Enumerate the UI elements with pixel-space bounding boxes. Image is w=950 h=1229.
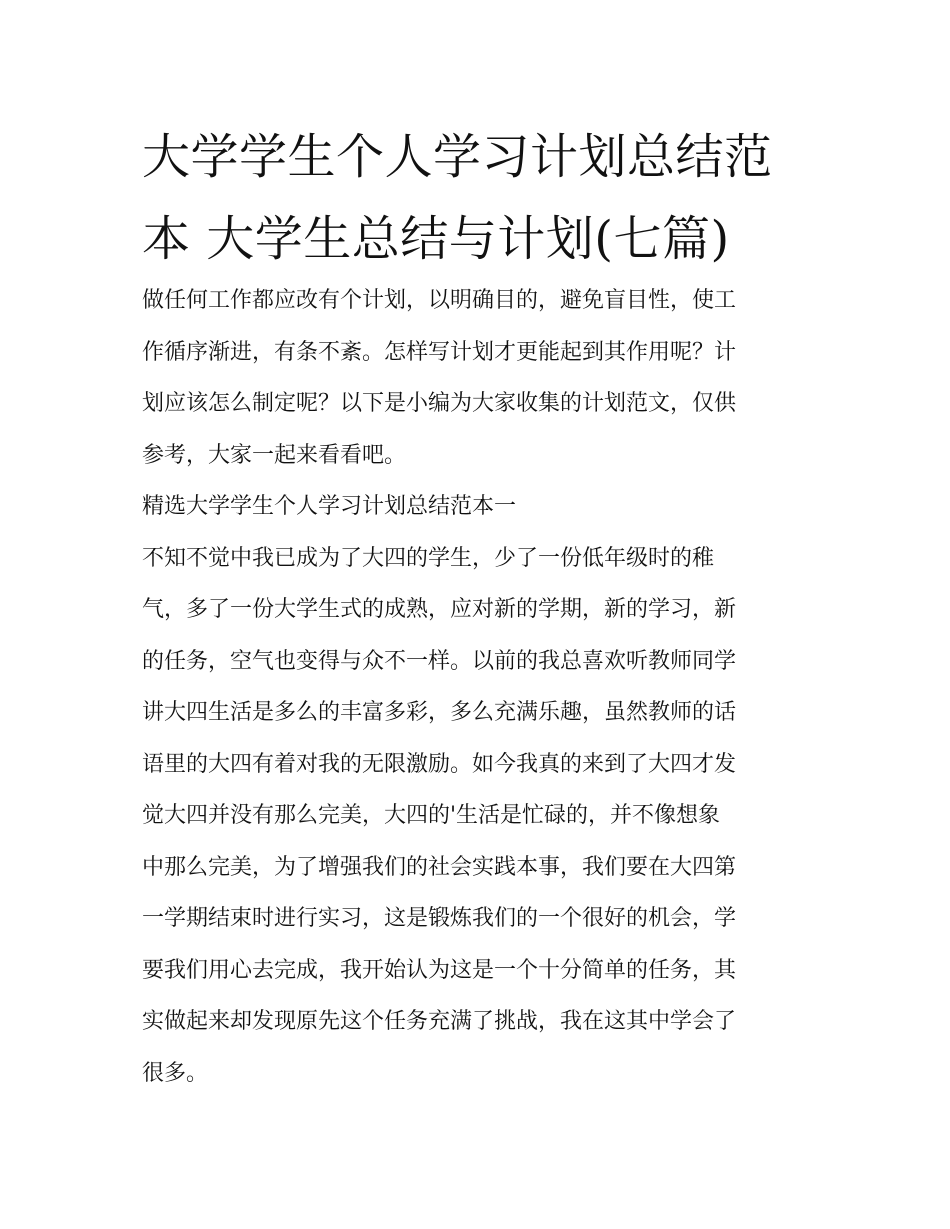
section-body-paragraph bbox=[142, 533, 812, 1100]
title-line-2: 本 大学生总结与计划(七篇) bbox=[142, 211, 730, 267]
section-body-line-6: 觉大四并没有那么完美，大四的'生活是忙碌的，并不像想象 bbox=[142, 803, 721, 828]
section-body-line-4: 讲大四生活是多么的丰富多彩，多么充满乐趣，虽然教师的话 bbox=[142, 700, 737, 725]
section-body-line-8: 一学期结束时进行实习，这是锻炼我们的一个很好的机会，学 bbox=[142, 906, 737, 931]
document-body bbox=[142, 275, 812, 1099]
intro-line-3: 划应该怎么制定呢？以下是小编为大家收集的计划范文，仅供 bbox=[142, 391, 737, 416]
document-title bbox=[142, 116, 822, 280]
title-line-1: 大学学生个人学习计划总结范 bbox=[142, 129, 773, 185]
intro-paragraph bbox=[142, 275, 812, 481]
intro-line-4: 参考，大家一起来看看吧。 bbox=[142, 442, 407, 468]
section-body-line-1: 不知不觉中我已成为了大四的学生，少了一份低年级时的稚 bbox=[142, 545, 715, 571]
section-body-line-10: 实做起来却发现原先这个任务充满了挑战，我在这其中学会了 bbox=[142, 1009, 737, 1034]
section-body-line-5: 语里的大四有着对我的无限激励。如今我真的来到了大四才发 bbox=[142, 751, 737, 777]
section-body-line-9: 要我们用心去完成，我开始认为这是一个十分简单的任务，其 bbox=[142, 957, 737, 983]
intro-line-1: 做任何工作都应改有个计划，以明确目的，避免盲目性，使工 bbox=[142, 288, 737, 313]
section-body-line-7: 中那么完美，为了增强我们的社会实践本事，我们要在大四第 bbox=[142, 854, 737, 880]
section-body-line-11: 很多。 bbox=[142, 1060, 209, 1086]
section-body-line-3: 的任务，空气也变得与众不一样。以前的我总喜欢听教师同学 bbox=[142, 648, 737, 674]
intro-line-2: 作循序渐进，有条不紊。怎样写计划才更能起到其作用呢？计 bbox=[142, 339, 737, 365]
section-body-line-2: 气，多了一份大学生式的成熟，应对新的学期，新的学习，新 bbox=[142, 597, 737, 622]
section-heading: 精选大学学生个人学习计划总结范本一 bbox=[142, 494, 517, 519]
